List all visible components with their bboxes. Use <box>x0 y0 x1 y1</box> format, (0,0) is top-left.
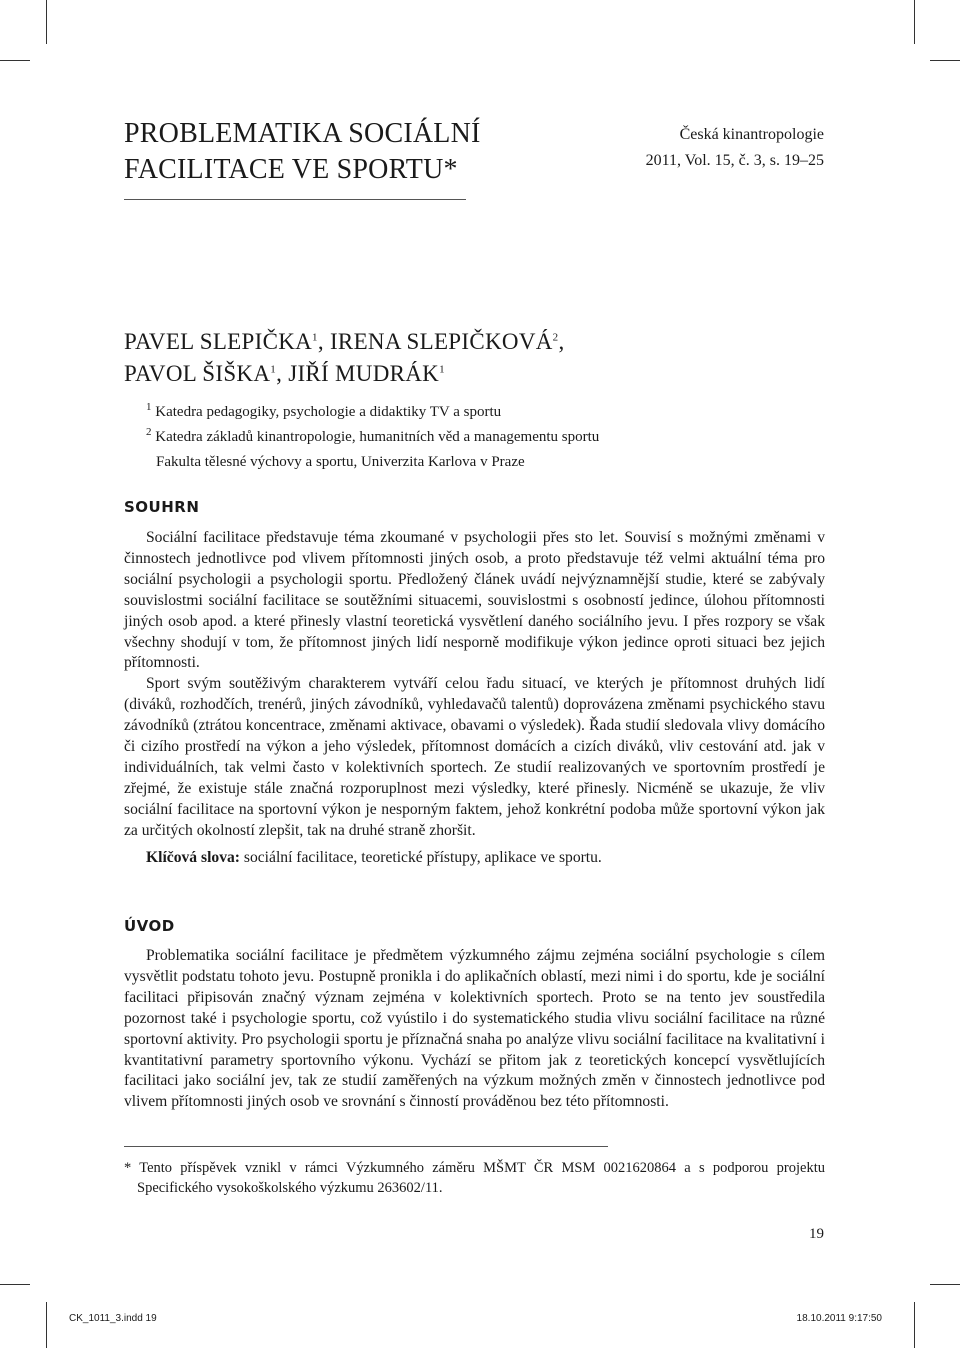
separator: , <box>558 329 565 354</box>
author-affiliation-mark: 1 <box>270 363 277 376</box>
crop-mark <box>0 1284 30 1285</box>
title-line: FACILITACE VE SPORTU* <box>124 154 458 185</box>
crop-mark <box>914 0 915 44</box>
keywords-label: Klíčová slova: <box>146 848 240 866</box>
affiliation-mark: 2 <box>146 426 152 438</box>
journal-issue: 2011, Vol. 15, č. 3, s. 19–25 <box>645 152 824 169</box>
author-name: PAVEL SLEPIČKA <box>124 329 313 354</box>
article-title <box>124 116 544 188</box>
affiliations <box>146 400 846 475</box>
crop-mark <box>930 1284 960 1285</box>
footnote-text: * Tento příspěvek vznikl v rámci Výzkumného záměru MŠMT ČR MSM 0021620864 a s podporou projektu Specifického vysokoškolského výzkumu 263602/11. <box>124 1160 825 1196</box>
abstract-heading: SOUHRN <box>124 498 200 516</box>
crop-mark <box>914 1302 915 1348</box>
keywords <box>124 848 825 869</box>
author-name: PAVOL ŠIŠKA <box>124 361 271 386</box>
author-name: IRENA SLEPIČKOVÁ <box>329 329 553 354</box>
intro-heading: ÚVOD <box>124 917 175 935</box>
footnote-divider <box>124 1146 608 1147</box>
affiliation-text: Katedra základů kinantropologie, humanitních věd a managementu sportu <box>155 429 600 445</box>
author-affiliation-mark: 1 <box>312 331 318 344</box>
affiliation-item <box>146 400 846 425</box>
slug-file: CK_1011_3.indd 19 <box>69 1313 157 1324</box>
crop-mark <box>46 1302 47 1348</box>
footnote <box>124 1158 825 1198</box>
affiliation-text: Katedra pedagogiky, psychologie a didaktiky TV a sportu <box>155 404 502 420</box>
affiliation-item <box>146 450 846 475</box>
author-line <box>124 326 824 358</box>
separator: , <box>317 329 330 354</box>
affiliation-item <box>146 425 846 450</box>
journal-name: Česká kinantropologie <box>679 126 824 143</box>
affiliation-mark: 1 <box>146 401 152 413</box>
title-divider <box>124 199 466 200</box>
crop-mark <box>930 60 960 61</box>
abstract-paragraph: Sport svým soutěživým charakterem vytváří celou řadu situací, ve kterých je přítomnost druhých lidí (diváků, rozhodčích, trenérů, jiných závodníků, vyhledavačů talentů) doprovázena změnami psychického stavu závodníků (ztrátou koncentrace, změnami aktivace, obavami o výsledek). Řada studií sledovala vlivy domácího či cizího prostředí na výkon a jeho výsledek, přítomnost domácích a cizích diváků, vliv cestování atd. jak v individuálních, tak velmi často v kolektivních sportech. Ze studií realizovaných ve sportovním prostředí je zřejmé, že existuje stále značná rozporuplnost mezi výsledky, které přinesly. Nicméně se ukazuje, že vliv sociální facilitace na sportovní výkon je nesporným faktem, jehož konkrétní podoba může sportovní výkon jak za určitých okolností zlepšit, tak na druhé straně zhoršit. <box>124 675 825 839</box>
intro-paragraph: Problematika sociální facilitace je předmětem výzkumného zájmu zejména sociální psychologie s cílem vysvětlit podstatu tohoto jevu. Postupně pronikla i do aplikačních oblastí, mezi nimi i do sportu, kde je sociální facilitaci připisován značný význam zejména v kolektivních sportech. Proto se na tento jev soustředila pozornost také i psychologie sportu, což vyústilo i do systematického studia vlivu sociální facilitace na různé sportovní aktivity. Pro psychologii sportu je příznačná snaha po analýze vlivu sociální facilitace na kvalitativní i kvantitativní parametry sportovního výkonu. Vychází se přitom jak z teoretických koncepcí vysvětlujících facilitaci jako sociální jev, tak ze studií zaměřených na výzkum možných změn v činnostech jednotlivce pod vlivem přítomnosti jiných osob ve srovnání s činností prováděnou bez této přítomnosti. <box>124 947 825 1111</box>
abstract-paragraph: Sociální facilitace představuje téma zkoumané v psychologii přes sto let. Souvisí s možnými změnami v činnostech jednotlivce pod vlivem přítomnosti jiných osob, a proto představuje též velmi aktuální téma pro sociální psychologii a psychologii sportu. Předložený článek uvádí nejvýznamnější studie, které se zabývaly souvislostmi sociální facilitace se soutěžními situacemi, souvislostmi s osobností jedince, úlohou přítomnosti jiných osob apod. a které přinesly vlastní teoretická vysvětlení daného sociálního jevu. I přes rozpory se však všechny shodují v tom, že přítomnost jiných lidí nesporně modifikuje výkon jedince oproti situaci bez jejich přítomnosti. <box>124 529 825 672</box>
affiliation-text: Fakulta tělesné výchovy a sportu, Univerzita Karlova v Praze <box>156 454 525 470</box>
keywords-text: sociální facilitace, teoretické přístupy, aplikace ve sportu. <box>240 848 602 866</box>
author-affiliation-mark: 1 <box>439 363 445 376</box>
page-number: 19 <box>809 1226 824 1242</box>
intro-body <box>124 946 825 1113</box>
author-list <box>124 326 824 390</box>
author-name: JIŘÍ MUDRÁK <box>288 361 440 386</box>
abstract-body <box>124 528 825 869</box>
author-line <box>124 358 824 390</box>
slug-datetime: 18.10.2011 9:17:50 <box>796 1313 882 1324</box>
author-affiliation-mark: 2 <box>552 331 559 344</box>
crop-mark <box>46 0 47 44</box>
crop-mark <box>0 60 30 61</box>
title-line: PROBLEMATIKA SOCIÁLNÍ <box>124 118 481 149</box>
journal-info <box>646 122 824 174</box>
separator: , <box>276 361 289 386</box>
